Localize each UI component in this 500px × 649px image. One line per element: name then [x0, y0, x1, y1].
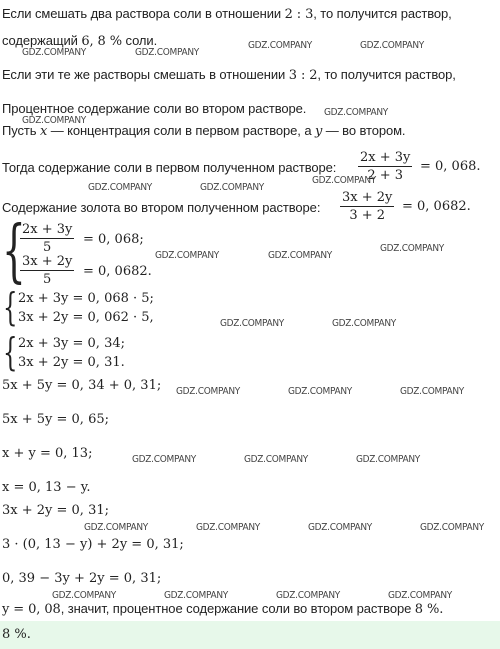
system-3-line-1: 2x + 3y = 0, 34; — [18, 336, 125, 351]
answer-box — [0, 621, 500, 649]
watermark: GDZ.COMPANY — [244, 454, 309, 466]
equation-6: 3 · (0, 13 − y) + 2y = 0, 31; — [2, 537, 184, 552]
equation-5: 3x + 2y = 0, 31; — [2, 503, 109, 518]
final-line: y = 0, 08, значит, процентное содержание соли во втором растворе 8 %. — [2, 601, 444, 617]
system-2-line-1: 2x + 3y = 0, 068 · 5; — [18, 291, 154, 306]
watermark: GDZ.COMPANY — [220, 318, 285, 330]
watermark: GDZ.COMPANY — [400, 386, 465, 398]
final-percent: 8 %. — [414, 602, 444, 617]
system-2-line-2: 3x + 2y = 0, 062 · 5, — [18, 310, 154, 325]
watermark: GDZ.COMPANY — [312, 175, 377, 187]
watermark: GDZ.COMPANY — [22, 47, 87, 59]
watermark: GDZ.COMPANY — [388, 590, 453, 602]
answer-value: 8 %. — [2, 627, 31, 642]
problem-line-3: Если эти те же растворы смешать в отношении 3 : 2, то получится раствор, — [2, 67, 456, 83]
ratio-2: 3 : 2 — [288, 68, 318, 83]
fraction-1: $\frac{2x + 3y}{2 + 3}$ — [360, 150, 411, 183]
fraction-1-value: = 0, 068. — [420, 159, 481, 174]
system-1-value-2: = 0, 0682. — [83, 264, 152, 279]
watermark: GDZ.COMPANY — [196, 522, 261, 534]
watermark: GDZ.COMPANY — [288, 386, 353, 398]
second-mix-text: Содержание золота во втором полученном растворе: — [2, 200, 321, 215]
solution-intro: Пусть x — концентрация соли в первом растворе, а y — во втором. — [2, 123, 406, 139]
watermark: GDZ.COMPANY — [176, 386, 241, 398]
problem-line-2: содержащий 6, 8 % соли. — [2, 33, 158, 49]
watermark: GDZ.COMPANY — [132, 454, 197, 466]
watermark: GDZ.COMPANY — [324, 107, 389, 119]
equation-2: 5x + 5y = 0, 65; — [2, 412, 109, 427]
watermark: GDZ.COMPANY — [22, 115, 87, 127]
system-2-brace: { — [3, 285, 18, 329]
watermark: GDZ.COMPANY — [380, 243, 445, 255]
problem-line-1: Если смешать два раствора соли в отношении 2 : 3, то получится раствор, — [2, 6, 452, 22]
problem-line-4: Процентное содержание соли во втором растворе. — [2, 101, 307, 116]
equation-4: x = 0, 13 − y. — [2, 480, 91, 495]
watermark: GDZ.COMPANY — [88, 182, 153, 194]
watermark: GDZ.COMPANY — [155, 250, 220, 262]
equation-7: 0, 39 − 3y + 2y = 0, 31; — [2, 571, 162, 586]
equation-1: 5x + 5y = 0, 34 + 0, 31; — [2, 378, 162, 393]
fraction-2-value: = 0, 0682. — [402, 199, 471, 214]
watermark: GDZ.COMPANY — [248, 40, 313, 52]
watermark: GDZ.COMPANY — [332, 318, 397, 330]
system-3-line-2: 3x + 2y = 0, 31. — [18, 355, 125, 370]
first-mix-text: Тогда содержание соли в первом полученном растворе: — [2, 160, 337, 175]
system-1-fraction-1: $\frac{2x + 3y}{5}$ — [22, 222, 73, 255]
watermark: GDZ.COMPANY — [135, 47, 200, 59]
final-equation: y = 0, 08 — [2, 602, 61, 617]
system-3-brace: { — [3, 330, 18, 374]
equation-3: x + y = 0, 13; — [2, 446, 93, 461]
watermark: GDZ.COMPANY — [356, 454, 421, 466]
watermark: GDZ.COMPANY — [360, 40, 425, 52]
watermark: GDZ.COMPANY — [308, 522, 373, 534]
watermark: GDZ.COMPANY — [52, 590, 117, 602]
watermark: GDZ.COMPANY — [276, 590, 341, 602]
watermark: GDZ.COMPANY — [420, 522, 485, 534]
fraction-2: $\frac{3x + 2y}{3 + 2}$ — [342, 190, 393, 223]
watermark: GDZ.COMPANY — [164, 590, 229, 602]
system-1-brace: { — [2, 212, 26, 291]
percent-1: 6, 8 % — [81, 34, 123, 49]
system-1-value-1: = 0, 068; — [83, 232, 144, 247]
watermark: GDZ.COMPANY — [268, 250, 333, 262]
watermark: GDZ.COMPANY — [84, 522, 149, 534]
ratio-1: 2 : 3 — [284, 7, 314, 22]
system-1-fraction-2: $\frac{3x + 2y}{5}$ — [22, 254, 73, 287]
watermark: GDZ.COMPANY — [200, 182, 265, 194]
